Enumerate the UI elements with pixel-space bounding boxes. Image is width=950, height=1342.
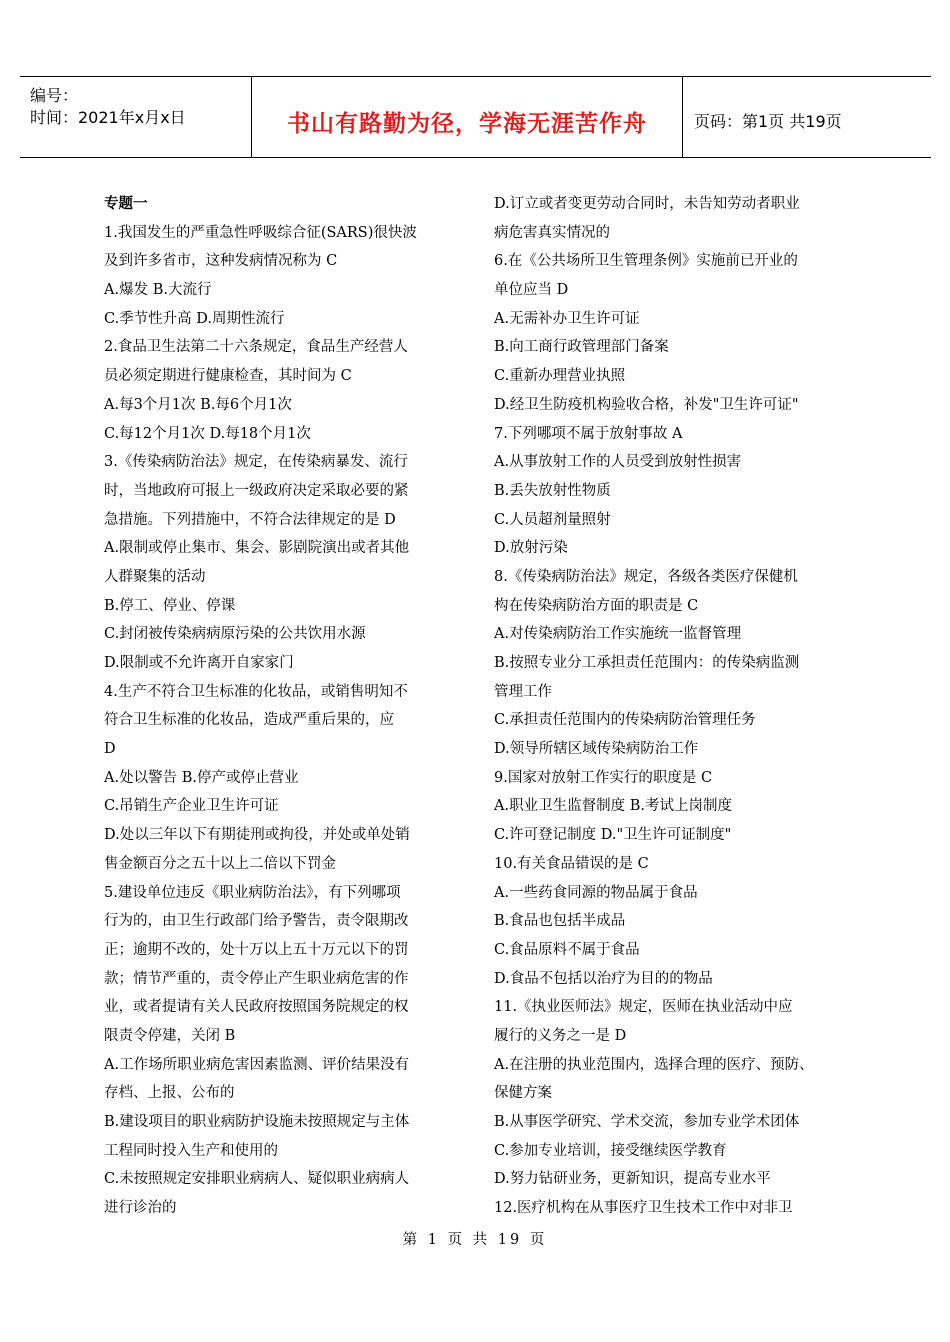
text-line: 管理工作 (494, 683, 552, 700)
text-line: C.封闭被传染病病原污染的公共饮用水源 (104, 626, 366, 643)
text-line: D.放射污染 (494, 540, 568, 557)
text-line: A.在注册的执业范围内，选择合理的医疗、预防、 (494, 1056, 814, 1073)
text-line: D.食品不包括以治疗为目的的物品 (494, 970, 713, 987)
text-line: 7.下列哪项不属于放射事故 A (494, 425, 683, 442)
text-line: A.对传染病防治工作实施统一监督管理 (494, 626, 742, 643)
text-line: C.重新办理营业执照 (494, 368, 626, 385)
text-line: D (104, 741, 116, 758)
text-line: D.订立或者变更劳动合同时，未告知劳动者职业 (494, 196, 800, 212)
text-line: 4.生产不符合卫生标准的化妆品，或销售明知不 (104, 683, 408, 700)
text-line: 员必须定期进行健康检查，其时间为 C (104, 368, 352, 385)
text-line: 款；情节严重的，责令停止产生职业病危害的作 (104, 970, 409, 987)
text-line: A.处以警告 B.停产或停止营业 (104, 769, 299, 786)
text-line: D.处以三年以下有期徒刑或拘役，并处或单处销 (104, 827, 410, 844)
right-column (494, 190, 860, 1223)
text-line: 6.在《公共场所卫生管理条例》实施前已开业的 (494, 253, 798, 270)
text-line: 进行诊治的 (104, 1200, 177, 1217)
text-line: 符合卫生标准的化妆品，造成严重后果的，应 (104, 712, 394, 729)
header-table (20, 76, 931, 158)
header-page-code: 页码：第1页 共19页 (694, 112, 842, 131)
text-line: C.承担责任范围内的传染病防治管理任务 (494, 712, 756, 729)
text-line: 履行的义务之一是 D (494, 1027, 627, 1044)
text-line: B.建设项目的职业病防护设施未按照规定与主体 (104, 1114, 410, 1130)
text-line: 急措施。下列措施中，不符合法律规定的是 D (104, 511, 396, 528)
page-footer (0, 1228, 950, 1249)
text-line: 3.《传染病防治法》规定，在传染病暴发、流行 (104, 454, 408, 471)
header-motto: 书山有路勤为径，学海无涯苦作舟 (287, 111, 647, 137)
text-line: 人群聚集的活动 (104, 568, 206, 585)
text-line: 10.有关食品错误的是 C (494, 855, 649, 872)
text-line: C.许可登记制度 D."卫生许可证制度" (494, 827, 732, 844)
text-line: 5.建设单位违反《职业病防治法》，有下列哪项 (104, 884, 401, 901)
text-line: 单位应当 D (494, 282, 569, 299)
text-line: 11.《执业医师法》规定，医师在执业活动中应 (494, 999, 793, 1016)
text-line: A.职业卫生监督制度 B.考试上岗制度 (494, 798, 732, 815)
page-footer-text: 第 1 页 共 19 页 (402, 1232, 548, 1248)
left-column (104, 190, 466, 1223)
text-line: 构在传染病防治方面的职责是 C (494, 597, 699, 614)
text-line: B.从事医学研究、学术交流，参加专业学术团体 (494, 1114, 800, 1130)
text-line: 1.我国发生的严重急性呼吸综合征(SARS)很快波 (104, 224, 417, 241)
text-line: 时，当地政府可报上一级政府决定采取必要的紧 (104, 482, 409, 499)
text-line: B.丢失放射性物质 (494, 482, 611, 499)
text-line: C.每12个月1次 D.每18个月1次 (104, 425, 311, 442)
text-line: C.人员超剂量照射 (494, 511, 611, 528)
text-line: A.每3个月1次 B.每6个月1次 (104, 396, 292, 413)
header-divider (682, 77, 683, 157)
text-line: B.停工、停业、停课 (104, 597, 236, 614)
text-line: A.无需补办卫生许可证 (494, 310, 640, 327)
text-line: C.参加专业培训，接受继续医学教育 (494, 1142, 727, 1159)
text-line: A.一些药食同源的物品属于食品 (494, 884, 698, 901)
text-line: 存档、上报、公布的 (104, 1085, 235, 1102)
text-line: B.向工商行政管理部门备案 (494, 339, 669, 356)
text-line: C.季节性升高 D.周期性流行 (104, 310, 285, 327)
text-line: C.未按照规定安排职业病病人、疑似职业病病人 (104, 1171, 410, 1188)
text-line: 限责令停建，关闭 B (104, 1027, 236, 1044)
section-title: 专题一 (104, 195, 148, 212)
doc-time-label: 时间：2021年x月x日 (30, 108, 186, 127)
text-line: A.工作场所职业病危害因素监测、评价结果没有 (104, 1056, 410, 1073)
text-line: 正；逾期不改的，处十万以上五十万元以下的罚 (104, 941, 409, 958)
text-line: 8.《传染病防治法》规定，各级各类医疗保健机 (494, 568, 798, 585)
text-line: D.努力钻研业务，更新知识，提高专业水平 (494, 1171, 771, 1188)
text-line: C.吊销生产企业卫生许可证 (104, 798, 279, 815)
text-line: 售金额百分之五十以上二倍以下罚金 (104, 855, 336, 872)
text-line: D.经卫生防疫机构验收合格，补发"卫生许可证" (494, 396, 799, 413)
text-line: 保健方案 (494, 1085, 552, 1102)
text-line: C.食品原料不属于食品 (494, 941, 640, 958)
text-line: 行为的，由卫生行政部门给予警告，责令限期改 (104, 913, 409, 930)
text-line: 及到许多省市，这种发病情况称为 C (104, 253, 338, 270)
text-line: 12.医疗机构在从事医疗卫生技术工作中对非卫 (494, 1200, 793, 1217)
text-line: D.限制或不允许离开自家家门 (104, 655, 294, 671)
text-line: 业，或者提请有关人民政府按照国务院规定的权 (104, 999, 409, 1016)
text-line: B.食品也包括半成品 (494, 913, 626, 930)
doc-number-label: 编号： (30, 86, 79, 105)
text-line: A.从事放射工作的人员受到放射性损害 (494, 454, 742, 471)
text-line: B.按照专业分工承担责任范围内：的传染病监测 (494, 655, 800, 671)
text-line: A.爆发 B.大流行 (104, 282, 212, 299)
text-line: 2.食品卫生法第二十六条规定，食品生产经营人 (104, 339, 408, 356)
text-line: A.限制或停止集市、集会、影剧院演出或者其他 (104, 540, 410, 557)
text-line: D.领导所辖区域传染病防治工作 (494, 741, 699, 758)
text-line: 9.国家对放射工作实行的职度是 C (494, 769, 713, 786)
text-line: 病危害真实情况的 (494, 224, 610, 241)
text-line: 工程同时投入生产和使用的 (104, 1142, 278, 1159)
